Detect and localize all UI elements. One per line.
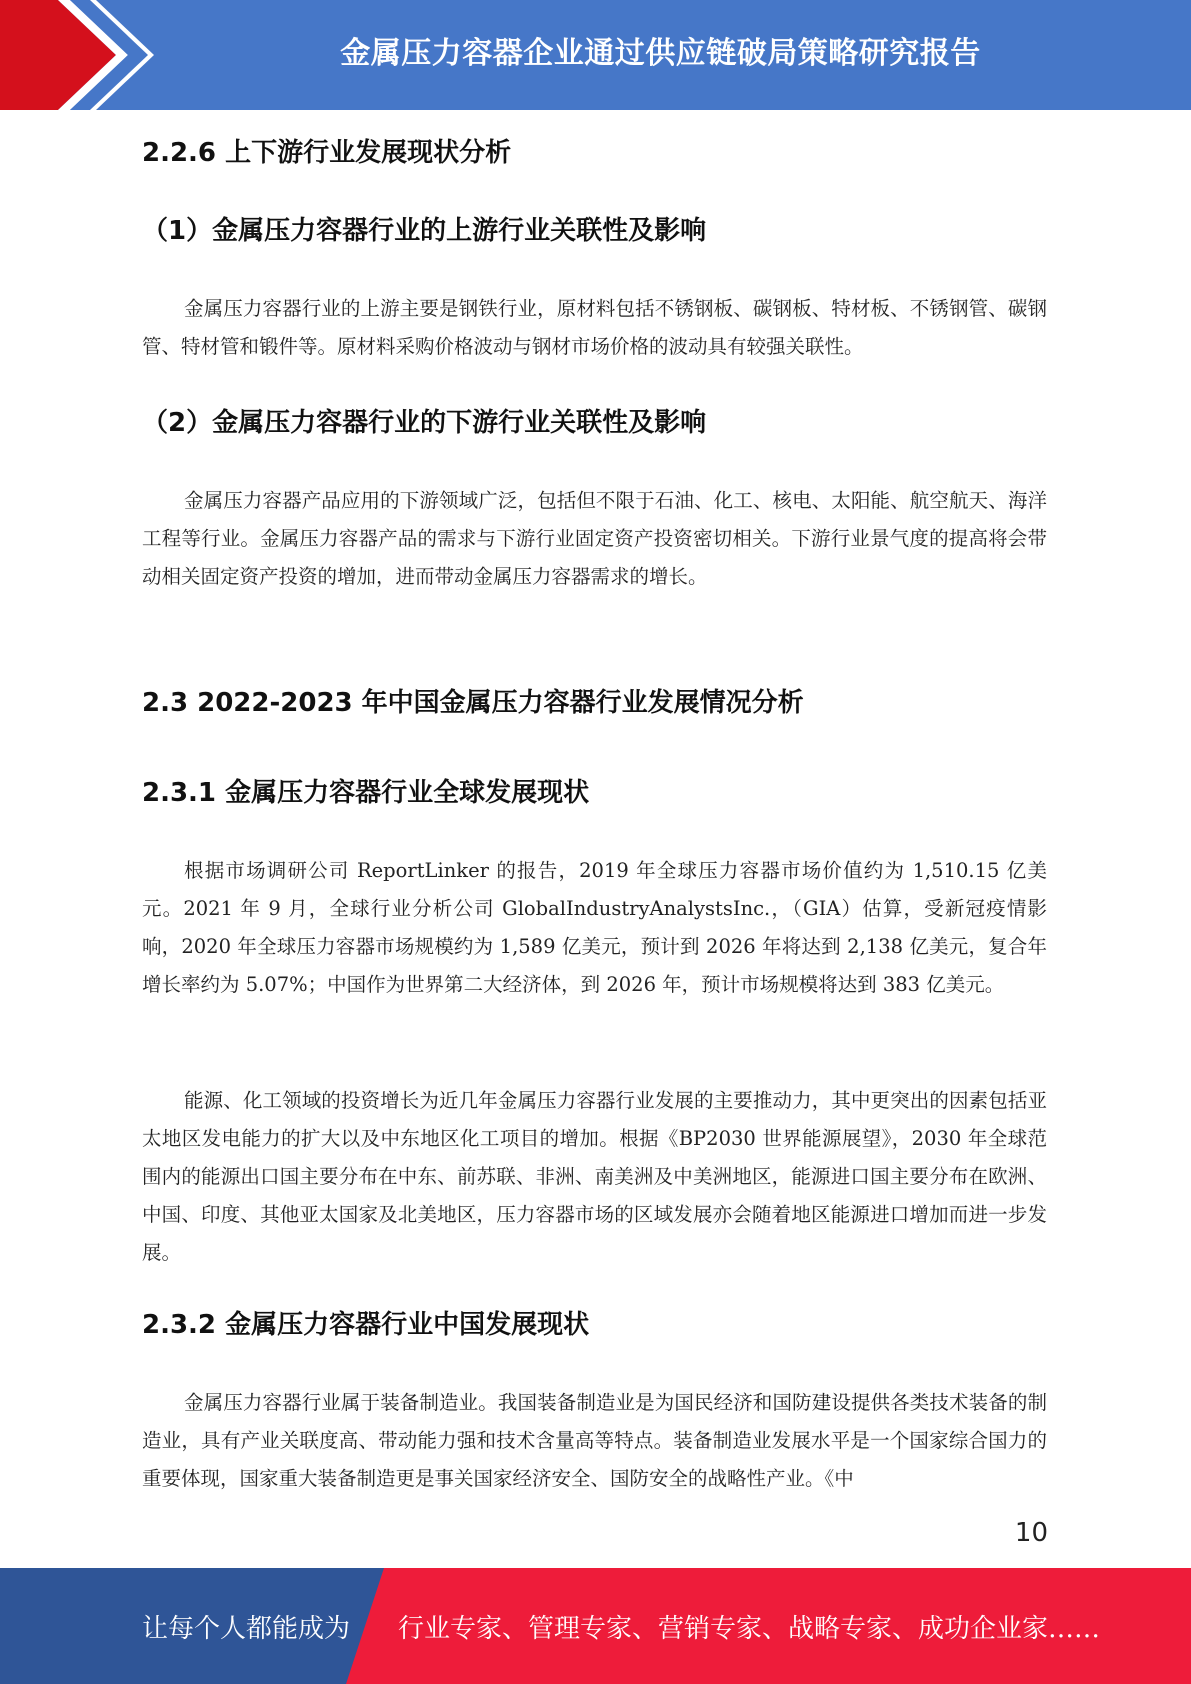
section-heading-2-3-2: 2.3.2 金属压力容器行业中国发展现状 [142,1310,590,1340]
header-red-arrow-icon [0,0,160,110]
footer-slogan-left: 让每个人都能成为 [142,1613,351,1644]
report-title: 金属压力容器企业通过供应链破局策略研究报告 [340,36,981,71]
page-number: 10 [1014,1518,1048,1548]
subsection-heading-upstream: （1）金属压力容器行业的上游行业关联性及影响 [142,216,707,246]
section-heading-2-2-6: 2.2.6 上下游行业发展现状分析 [142,138,512,168]
subsection-heading-downstream: （2）金属压力容器行业的下游行业关联性及影响 [142,408,707,438]
footer-slogan-right: 行业专家、管理专家、营销专家、战略专家、成功企业家…… [398,1613,1101,1644]
page-header [0,0,1191,110]
paragraph-china-market: 金属压力容器行业属于装备制造业。我国装备制造业是为国民经济和国防建设提供各类技术装备的制造业，具有产业关联度高、带动能力强和技术含量高等特点。装备制造业发展水平是一个国家综合国力的重要体现，国家重大装备制造更是事关国家经济安全、国防安全的战略性产业。《中 [142,1391,1047,1490]
paragraph-upstream: 金属压力容器行业的上游主要是钢铁行业，原材料包括不锈钢板、碳钢板、特材板、不锈钢管、碳钢管、特材管和锻件等。原材料采购价格波动与钢材市场价格的波动具有较强关联性。 [142,297,1047,358]
section-heading-2-3-1: 2.3.1 金属压力容器行业全球发展现状 [142,778,590,808]
paragraph-downstream: 金属压力容器产品应用的下游领域广泛，包括但不限于石油、化工、核电、太阳能、航空航天、海洋工程等行业。金属压力容器产品的需求与下游行业固定资产投资密切相关。下游行业景气度的提高将会带动相关固定资产投资的增加，进而带动金属压力容器需求的增长。 [142,489,1047,588]
section-heading-2-3: 2.3 2022-2023 年中国金属压力容器行业发展情况分析 [142,688,804,718]
paragraph-energy-investment: 能源、化工领域的投资增长为近几年金属压力容器行业发展的主要推动力，其中更突出的因素包括亚太地区发电能力的扩大以及中东地区化工项目的增加。根据《BP2030 世界能源展望》，2030 年全球范围内的能源出口国主要分布在中东、前苏联、非洲、南美洲及中美洲地区，能源进口国主要分布在欧洲、中国、印度、其他亚太国家及北美地区，压力容器市场的区域发展亦会随着地区能源进口增加而进一步发展。 [142,1089,1047,1264]
page-footer [0,1568,1191,1684]
paragraph-global-market: 根据市场调研公司 ReportLinker 的报告，2019 年全球压力容器市场价值约为 1,510.15 亿美元。2021 年 9 月，全球行业分析公司 GlobalIndustryAnalystsInc.，（GIA）估算，受新冠疫情影响，2020 年全球压力容器市场规模约为 1,589 亿美元，预计到 2026 年将达到 2,138 亿美元，复合年增长率约为 5.07%；中国作为世界第二大经济体，到 2026 年，预计市场规模将达到 383 亿美元。 [142,859,1047,996]
